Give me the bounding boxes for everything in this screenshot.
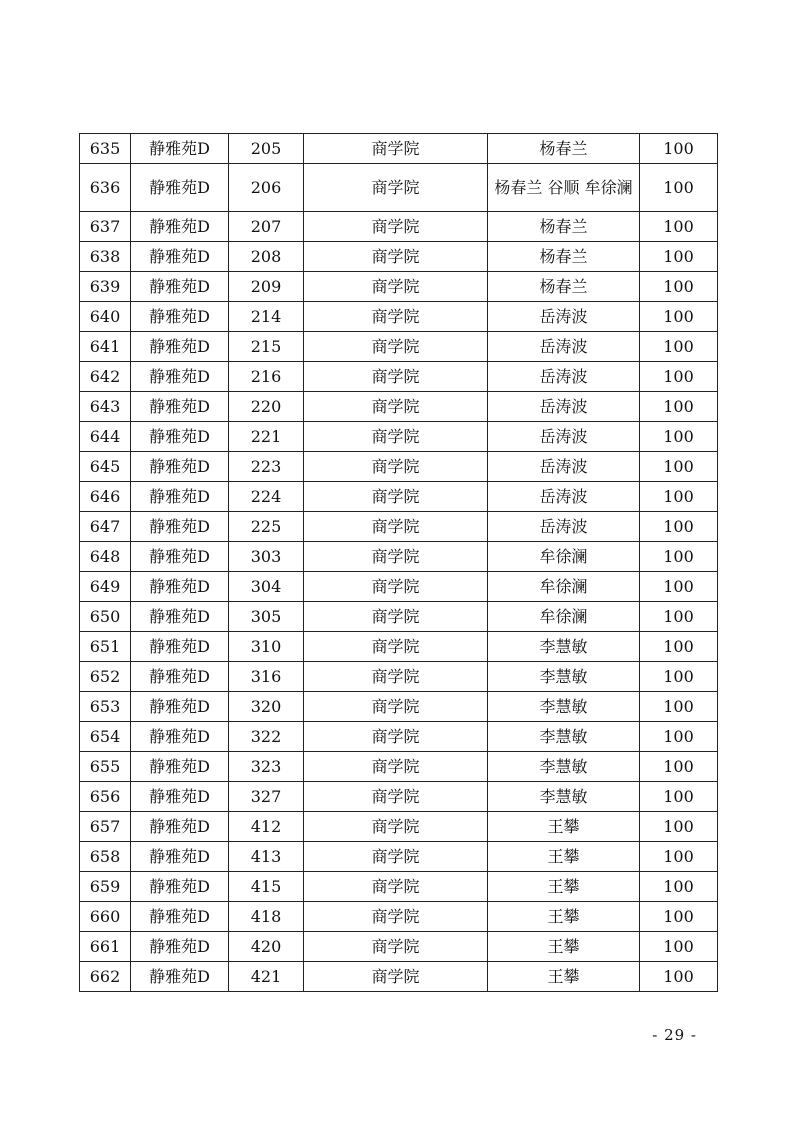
score-cell: 100 (640, 392, 718, 422)
college-cell: 商学院 (304, 662, 488, 692)
college-cell: 商学院 (304, 962, 488, 992)
table-row (80, 572, 718, 602)
college-cell: 商学院 (304, 272, 488, 302)
row-number-cell: 643 (80, 392, 131, 422)
room-number-cell: 320 (229, 692, 304, 722)
table-row (80, 752, 718, 782)
building-cell: 静雅苑D (131, 242, 229, 272)
building-cell: 静雅苑D (131, 542, 229, 572)
building-cell: 静雅苑D (131, 212, 229, 242)
room-number-cell: 214 (229, 302, 304, 332)
room-number-cell: 208 (229, 242, 304, 272)
building-cell: 静雅苑D (131, 842, 229, 872)
row-number-cell: 662 (80, 962, 131, 992)
advisor-cell: 李慧敏 (488, 752, 640, 782)
room-number-cell: 205 (229, 134, 304, 164)
row-number-cell: 653 (80, 692, 131, 722)
row-number-cell: 638 (80, 242, 131, 272)
advisor-cell: 王攀 (488, 902, 640, 932)
building-cell: 静雅苑D (131, 602, 229, 632)
row-number-cell: 655 (80, 752, 131, 782)
room-number-cell: 303 (229, 542, 304, 572)
building-cell: 静雅苑D (131, 752, 229, 782)
room-number-cell: 224 (229, 482, 304, 512)
advisor-cell: 王攀 (488, 872, 640, 902)
score-cell: 100 (640, 632, 718, 662)
advisor-cell: 李慧敏 (488, 632, 640, 662)
building-cell: 静雅苑D (131, 692, 229, 722)
table-row (80, 962, 718, 992)
room-number-cell: 215 (229, 332, 304, 362)
advisor-cell: 岳涛波 (488, 392, 640, 422)
table-row (80, 212, 718, 242)
building-cell: 静雅苑D (131, 512, 229, 542)
dormitory-score-table (79, 133, 718, 992)
room-number-cell: 322 (229, 722, 304, 752)
score-cell: 100 (640, 482, 718, 512)
college-cell: 商学院 (304, 602, 488, 632)
room-number-cell: 223 (229, 452, 304, 482)
college-cell: 商学院 (304, 542, 488, 572)
advisor-cell: 岳涛波 (488, 302, 640, 332)
score-cell: 100 (640, 572, 718, 602)
advisor-cell: 岳涛波 (488, 332, 640, 362)
advisor-cell: 杨春兰 (488, 242, 640, 272)
score-cell: 100 (640, 902, 718, 932)
room-number-cell: 316 (229, 662, 304, 692)
row-number-cell: 647 (80, 512, 131, 542)
college-cell: 商学院 (304, 302, 488, 332)
building-cell: 静雅苑D (131, 392, 229, 422)
advisor-cell: 杨春兰 (488, 212, 640, 242)
college-cell: 商学院 (304, 164, 488, 212)
table-row (80, 722, 718, 752)
building-cell: 静雅苑D (131, 872, 229, 902)
row-number-cell: 637 (80, 212, 131, 242)
row-number-cell: 652 (80, 662, 131, 692)
score-cell: 100 (640, 164, 718, 212)
score-cell: 100 (640, 722, 718, 752)
table-row (80, 272, 718, 302)
building-cell: 静雅苑D (131, 482, 229, 512)
room-number-cell: 209 (229, 272, 304, 302)
advisor-cell: 李慧敏 (488, 692, 640, 722)
advisor-cell: 牟徐澜 (488, 572, 640, 602)
college-cell: 商学院 (304, 722, 488, 752)
building-cell: 静雅苑D (131, 632, 229, 662)
advisor-cell: 杨春兰 (488, 134, 640, 164)
college-cell: 商学院 (304, 482, 488, 512)
college-cell: 商学院 (304, 362, 488, 392)
table-row (80, 452, 718, 482)
table-row (80, 632, 718, 662)
room-number-cell: 420 (229, 932, 304, 962)
college-cell: 商学院 (304, 332, 488, 362)
room-number-cell: 221 (229, 422, 304, 452)
room-number-cell: 304 (229, 572, 304, 602)
room-number-cell: 305 (229, 602, 304, 632)
building-cell: 静雅苑D (131, 932, 229, 962)
table-row (80, 482, 718, 512)
row-number-cell: 648 (80, 542, 131, 572)
row-number-cell: 649 (80, 572, 131, 602)
advisor-cell: 王攀 (488, 932, 640, 962)
table-row (80, 662, 718, 692)
building-cell: 静雅苑D (131, 812, 229, 842)
row-number-cell: 654 (80, 722, 131, 752)
score-cell: 100 (640, 932, 718, 962)
score-cell: 100 (640, 782, 718, 812)
advisor-cell: 牟徐澜 (488, 602, 640, 632)
score-cell: 100 (640, 962, 718, 992)
room-number-cell: 323 (229, 752, 304, 782)
college-cell: 商学院 (304, 872, 488, 902)
table-row (80, 542, 718, 572)
building-cell: 静雅苑D (131, 662, 229, 692)
score-cell: 100 (640, 362, 718, 392)
table-row (80, 602, 718, 632)
college-cell: 商学院 (304, 134, 488, 164)
row-number-cell: 635 (80, 134, 131, 164)
room-number-cell: 412 (229, 812, 304, 842)
row-number-cell: 642 (80, 362, 131, 392)
room-number-cell: 216 (229, 362, 304, 392)
advisor-cell: 岳涛波 (488, 512, 640, 542)
college-cell: 商学院 (304, 452, 488, 482)
advisor-cell: 岳涛波 (488, 422, 640, 452)
building-cell: 静雅苑D (131, 902, 229, 932)
room-number-cell: 310 (229, 632, 304, 662)
advisor-cell: 杨春兰 谷顺 牟徐澜 (488, 164, 640, 212)
room-number-cell: 327 (229, 782, 304, 812)
building-cell: 静雅苑D (131, 362, 229, 392)
score-cell: 100 (640, 242, 718, 272)
college-cell: 商学院 (304, 752, 488, 782)
score-cell: 100 (640, 332, 718, 362)
advisor-cell: 杨春兰 (488, 272, 640, 302)
table-row (80, 782, 718, 812)
score-cell: 100 (640, 272, 718, 302)
table-row (80, 422, 718, 452)
building-cell: 静雅苑D (131, 332, 229, 362)
college-cell: 商学院 (304, 422, 488, 452)
table-row (80, 932, 718, 962)
table-row (80, 302, 718, 332)
score-cell: 100 (640, 422, 718, 452)
college-cell: 商学院 (304, 572, 488, 602)
advisor-cell: 王攀 (488, 812, 640, 842)
advisor-cell: 岳涛波 (488, 452, 640, 482)
room-number-cell: 207 (229, 212, 304, 242)
score-cell: 100 (640, 602, 718, 632)
row-number-cell: 645 (80, 452, 131, 482)
score-cell: 100 (640, 692, 718, 722)
table-row (80, 134, 718, 164)
score-cell: 100 (640, 452, 718, 482)
room-number-cell: 421 (229, 962, 304, 992)
building-cell: 静雅苑D (131, 164, 229, 212)
college-cell: 商学院 (304, 392, 488, 422)
college-cell: 商学院 (304, 212, 488, 242)
college-cell: 商学院 (304, 812, 488, 842)
college-cell: 商学院 (304, 902, 488, 932)
advisor-cell: 岳涛波 (488, 482, 640, 512)
row-number-cell: 644 (80, 422, 131, 452)
table-row (80, 842, 718, 872)
building-cell: 静雅苑D (131, 782, 229, 812)
row-number-cell: 639 (80, 272, 131, 302)
row-number-cell: 650 (80, 602, 131, 632)
score-cell: 100 (640, 134, 718, 164)
score-cell: 100 (640, 662, 718, 692)
row-number-cell: 646 (80, 482, 131, 512)
room-number-cell: 415 (229, 872, 304, 902)
table-row (80, 392, 718, 422)
table-body (80, 134, 718, 992)
advisor-cell: 李慧敏 (488, 662, 640, 692)
table-row (80, 872, 718, 902)
room-number-cell: 225 (229, 512, 304, 542)
building-cell: 静雅苑D (131, 722, 229, 752)
advisor-cell: 李慧敏 (488, 782, 640, 812)
row-number-cell: 658 (80, 842, 131, 872)
college-cell: 商学院 (304, 782, 488, 812)
row-number-cell: 640 (80, 302, 131, 332)
row-number-cell: 636 (80, 164, 131, 212)
page-number: - 29 - (652, 1026, 697, 1044)
score-cell: 100 (640, 542, 718, 572)
table-row (80, 164, 718, 212)
row-number-cell: 641 (80, 332, 131, 362)
building-cell: 静雅苑D (131, 134, 229, 164)
building-cell: 静雅苑D (131, 452, 229, 482)
table-row (80, 812, 718, 842)
score-cell: 100 (640, 872, 718, 902)
table-row (80, 902, 718, 932)
row-number-cell: 661 (80, 932, 131, 962)
room-number-cell: 418 (229, 902, 304, 932)
advisor-cell: 王攀 (488, 842, 640, 872)
college-cell: 商学院 (304, 512, 488, 542)
building-cell: 静雅苑D (131, 572, 229, 602)
score-cell: 100 (640, 212, 718, 242)
score-cell: 100 (640, 302, 718, 332)
college-cell: 商学院 (304, 242, 488, 272)
table-row (80, 692, 718, 722)
row-number-cell: 656 (80, 782, 131, 812)
building-cell: 静雅苑D (131, 272, 229, 302)
advisor-cell: 王攀 (488, 962, 640, 992)
building-cell: 静雅苑D (131, 422, 229, 452)
score-cell: 100 (640, 842, 718, 872)
table-row (80, 242, 718, 272)
row-number-cell: 657 (80, 812, 131, 842)
table-row (80, 362, 718, 392)
row-number-cell: 659 (80, 872, 131, 902)
building-cell: 静雅苑D (131, 302, 229, 332)
advisor-cell: 岳涛波 (488, 362, 640, 392)
advisor-cell: 李慧敏 (488, 722, 640, 752)
college-cell: 商学院 (304, 692, 488, 722)
row-number-cell: 660 (80, 902, 131, 932)
score-cell: 100 (640, 812, 718, 842)
score-cell: 100 (640, 752, 718, 782)
score-cell: 100 (640, 512, 718, 542)
room-number-cell: 206 (229, 164, 304, 212)
college-cell: 商学院 (304, 842, 488, 872)
room-number-cell: 413 (229, 842, 304, 872)
room-number-cell: 220 (229, 392, 304, 422)
advisor-cell: 牟徐澜 (488, 542, 640, 572)
table-row (80, 512, 718, 542)
row-number-cell: 651 (80, 632, 131, 662)
building-cell: 静雅苑D (131, 962, 229, 992)
table-row (80, 332, 718, 362)
college-cell: 商学院 (304, 932, 488, 962)
college-cell: 商学院 (304, 632, 488, 662)
